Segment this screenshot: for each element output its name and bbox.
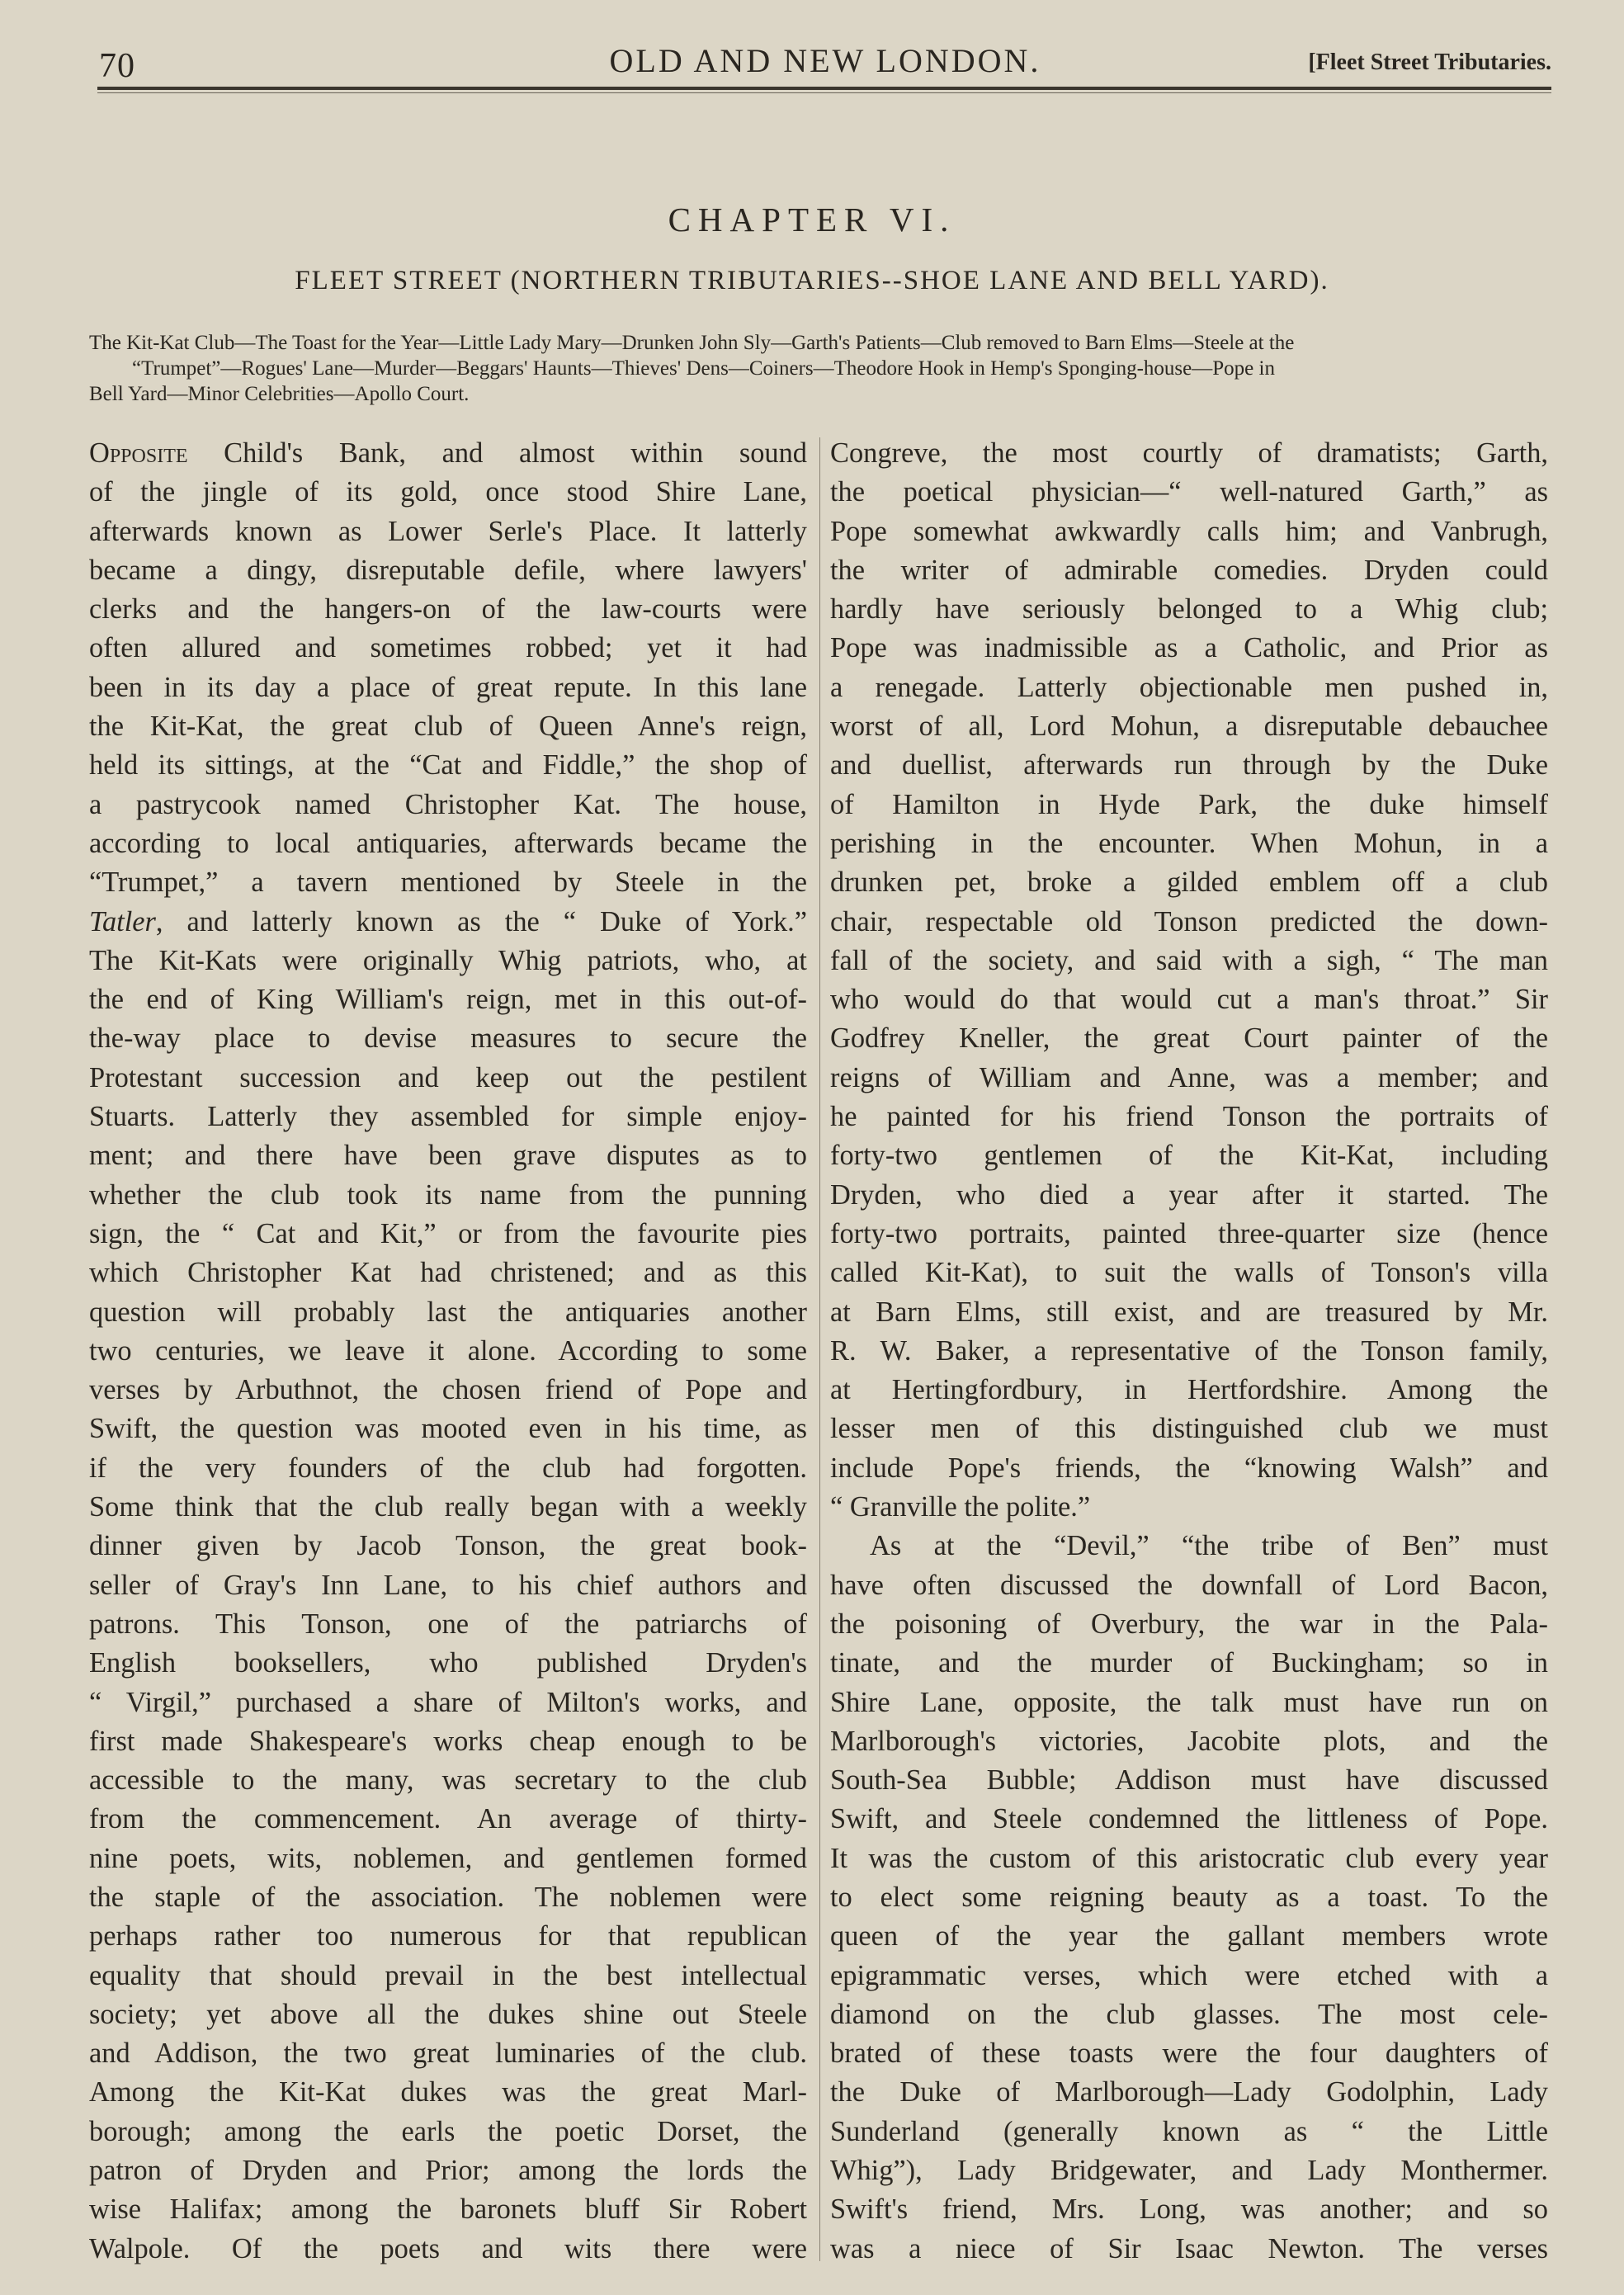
body-line: perishing in the encounter. When Mohun, in a (830, 827, 1548, 859)
body-line: verses by Arbuthnot, the chosen friend of Pope and (89, 1374, 807, 1406)
body-line: Sunderland (generally known as “ the Little (830, 2115, 1548, 2147)
body-line: ment; and there have been grave disputes as to (89, 1140, 807, 1172)
body-line: forty-two gentlemen of the Kit-Kat, including (830, 1140, 1548, 1172)
body-line: queen of the year the gallant members wrote (830, 1920, 1548, 1953)
body-line: became a dingy, disreputable defile, where lawyers' (89, 554, 807, 586)
body-line: at Barn Elms, still exist, and are treasured by Mr. (830, 1296, 1548, 1328)
body-line: dinner given by Jacob Tonson, the great book- (89, 1530, 807, 1562)
body-line: clerks and the hangers-on of the law-courts were (89, 593, 807, 626)
body-line (89, 903, 807, 942)
body-line: nine poets, wits, noblemen, and gentlemen formed (89, 1842, 807, 1874)
body-line: society; yet above all the dukes shine out Steele (89, 1998, 807, 2030)
body-line: afterwards known as Lower Serle's Place. It latterly (89, 515, 807, 547)
body-line: he painted for his friend Tonson the portraits of (830, 1101, 1548, 1133)
body-line: lesser men of this distinguished club we must (830, 1413, 1548, 1445)
body-line: often allured and sometimes robbed; yet it had (89, 632, 807, 664)
body-line: patron of Dryden and Prior; among the lords the (89, 2155, 807, 2187)
body-line: brated of these toasts were the four daughters of (830, 2038, 1548, 2070)
body-line: the end of King William's reign, met in this out-of- (89, 984, 807, 1016)
body-line: Stuarts. Latterly they assembled for simple enjoy- (89, 1101, 807, 1133)
body-line: patrons. This Tonson, one of the patriarchs of (89, 1608, 807, 1640)
body-line: a renegade. Latterly objectionable men pushed in, (830, 671, 1548, 703)
body-line: “Trumpet,” a tavern mentioned by Steele in the (89, 867, 807, 899)
body-line: two centuries, we leave it alone. According to some (89, 1334, 807, 1367)
body-line: drunken pet, broke a gilded emblem off a club (830, 867, 1548, 899)
body-line: the staple of the association. The noblemen were (89, 1881, 807, 1913)
body-line: and duellist, afterwards run through by the Duke (830, 749, 1548, 782)
body-line: Among the Kit-Kat dukes was the great Marl- (89, 2076, 807, 2108)
running-title: OLD AND NEW LONDON. (609, 42, 1041, 79)
body-line: if the very founders of the club had forgotten. (89, 1452, 807, 1484)
body-line: perhaps rather too numerous for that republican (89, 1920, 807, 1953)
body-line (89, 434, 807, 473)
body-line: the-way place to devise measures to secure the (89, 1022, 807, 1055)
body-line: to elect some reigning beauty as a toast. To the (830, 1881, 1548, 1913)
body-line: wise Halifax; among the baronets bluff Sir Robert (89, 2193, 807, 2226)
body-line: fall of the society, and said with a sigh, “ The man (830, 944, 1548, 976)
running-head (99, 33, 1551, 83)
drop-word: Opposite (89, 437, 188, 469)
body-line: seller of Gray's Inn Lane, to his chief authors and (89, 1569, 807, 1601)
body-line: It was the custom of this aristocratic club every year (830, 1842, 1548, 1874)
synopsis-line: “Trumpet”—Rogues' Lane—Murder—Beggars' Haunts—Thieves' Dens—Coiners—Theodore Hook in Hemp's Sponging-house—Pope in (132, 357, 1275, 380)
chapter-number: CHAPTER VI. (668, 201, 956, 238)
body-line: Swift, and Steele condemned the littleness of Pope. (830, 1803, 1548, 1835)
body-line: Protestant succession and keep out the pestilent (89, 1061, 807, 1093)
body-line: held its sittings, at the “Cat and Fiddle,” the shop of (89, 749, 807, 782)
body-line: equality that should prevail in the best intellectual (89, 1959, 807, 1991)
right-column (830, 434, 1548, 2269)
body-line: who would do that would cut a man's throat.” Sir (830, 984, 1548, 1016)
body-line: Congreve, the most courtly of dramatists; Garth, (830, 437, 1548, 469)
body-line: Whig”), Lady Bridgewater, and Lady Monthermer. (830, 2155, 1548, 2187)
body-line: sign, the “ Cat and Kit,” or from the favourite pies (89, 1217, 807, 1249)
body-line: diamond on the club glasses. The most cele- (830, 1998, 1548, 2030)
body-line: hardly have seriously belonged to a Whig club; (830, 593, 1548, 626)
body-line: include Pope's friends, the “knowing Walsh” and (830, 1452, 1548, 1484)
body-line: a pastrycook named Christopher Kat. The house, (89, 788, 807, 820)
body-line: The Kit-Kats were originally Whig patriots, who, at (89, 944, 807, 976)
body-text: , and latterly known as the “ Duke of York.” (155, 905, 807, 937)
body-line: the poisoning of Overbury, the war in the Pala- (830, 1608, 1548, 1640)
body-line: “ Granville the polite.” (830, 1491, 1091, 1523)
body-line: Swift's friend, Mrs. Long, was another; and so (830, 2193, 1548, 2226)
body-line: Swift, the question was mooted even in his time, as (89, 1413, 807, 1445)
body-line: which Christopher Kat had christened; and as this (89, 1257, 807, 1289)
body-line: South-Sea Bubble; Addison must have discussed (830, 1764, 1548, 1797)
chapter-synopsis (89, 330, 1543, 407)
body-line: Shire Lane, opposite, the talk must have run on (830, 1686, 1548, 1718)
body-line: and Addison, the two great luminaries of the club. (89, 2038, 807, 2070)
body-line: R. W. Baker, a representative of the Tonson family, (830, 1334, 1548, 1367)
body-line: been in its day a place of great repute. In this lane (89, 671, 807, 703)
body-line: epigrammatic verses, which were etched with a (830, 1959, 1548, 1991)
header-rule-thin (97, 92, 1551, 93)
body-line: “ Virgil,” purchased a share of Milton's works, and (89, 1686, 807, 1718)
body-line: the writer of admirable comedies. Dryden could (830, 554, 1548, 586)
body-line: Some think that the club really began with a weekly (89, 1491, 807, 1523)
body-line: called Kit-Kat), to suit the walls of Tonson's villa (830, 1257, 1548, 1289)
body-line: accessible to the many, was secretary to the club (89, 1764, 807, 1797)
tatler-title: Tatler (89, 905, 156, 937)
body-line: worst of all, Lord Mohun, a disreputable debauchee (830, 711, 1548, 743)
body-line: the Duke of Marlborough—Lady Godolphin, Lady (830, 2076, 1548, 2108)
body-line: question will probably last the antiquaries another (89, 1296, 807, 1328)
body-line: at Hertingfordbury, in Hertfordshire. Among the (830, 1374, 1548, 1406)
body-line: Marlborough's victories, Jacobite plots, and the (830, 1725, 1548, 1757)
body-line: tinate, and the murder of Buckingham; so in (830, 1647, 1548, 1679)
body-line: the poetical physician—“ well-natured Garth,” as (830, 476, 1548, 508)
section-title: [Fleet Street Tributaries. (1308, 50, 1551, 75)
synopsis-line: Bell Yard—Minor Celebrities—Apollo Court. (89, 383, 470, 405)
body-line: from the commencement. An average of thirty- (89, 1803, 807, 1835)
body-line: was a niece of Sir Isaac Newton. The verses (830, 2232, 1548, 2264)
body-line: chair, respectable old Tonson predicted the down- (830, 905, 1548, 937)
body-line: As at the “Devil,” “the tribe of Ben” must (870, 1530, 1548, 1562)
body-line: according to local antiquaries, afterwards became the (89, 827, 807, 859)
body-line: Walpole. Of the poets and wits there were (89, 2232, 807, 2264)
body-line: Dryden, who died a year after it started. The (830, 1178, 1548, 1211)
body-line: Pope was inadmissible as a Catholic, and Prior as (830, 632, 1548, 664)
body-line: whether the club took its name from the punning (89, 1178, 807, 1211)
chapter-subtitle: FLEET STREET (NORTHERN TRIBUTARIES--SHOE LANE AND BELL YARD). (295, 266, 1329, 295)
column-divider (819, 437, 820, 2261)
synopsis-line: The Kit-Kat Club—The Toast for the Year—Little Lady Mary—Drunken John Sly—Garth's Patients—Club removed to Barn Elms—Steele at the (89, 332, 1295, 354)
body-line: reigns of William and Anne, was a member; and (830, 1061, 1548, 1093)
left-column (89, 434, 807, 2269)
body-line: Godfrey Kneller, the great Court painter of the (830, 1022, 1548, 1055)
body-line: English booksellers, who published Dryden's (89, 1647, 807, 1679)
body-line: have often discussed the downfall of Lord Bacon, (830, 1569, 1548, 1601)
body-text: Child's Bank, and almost within sound (187, 437, 807, 469)
body-line: of the jingle of its gold, once stood Shire Lane, (89, 476, 807, 508)
page-number: 70 (99, 47, 135, 85)
body-line: first made Shakespeare's works cheap enough to be (89, 1725, 807, 1757)
body-line: of Hamilton in Hyde Park, the duke himself (830, 788, 1548, 820)
body-line: forty-two portraits, painted three-quarter size (hence (830, 1217, 1548, 1249)
body-line: borough; among the earls the poetic Dorset, the (89, 2115, 807, 2147)
body-line: Pope somewhat awkwardly calls him; and Vanbrugh, (830, 515, 1548, 547)
body-line: the Kit-Kat, the great club of Queen Anne's reign, (89, 711, 807, 743)
header-rule (97, 87, 1551, 90)
